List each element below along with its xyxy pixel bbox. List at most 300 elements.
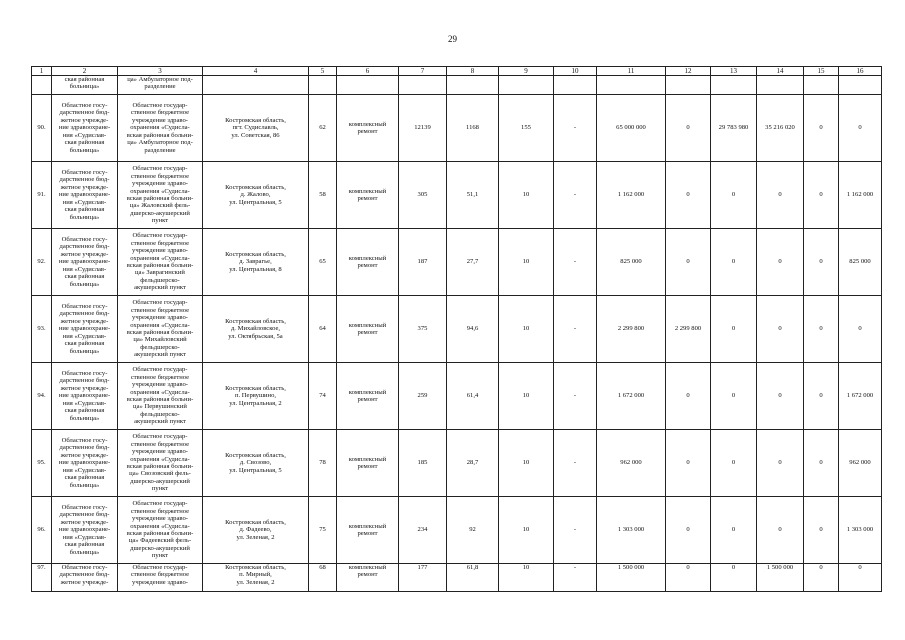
cell-customer <box>52 296 118 363</box>
cell-col-8 <box>447 229 499 296</box>
cell-col-13 <box>711 564 757 592</box>
cell-col-16 <box>839 363 882 430</box>
cell-col-12 <box>666 162 711 229</box>
cell-col-15 <box>804 430 839 497</box>
cell-empty <box>499 76 554 95</box>
cell-row-number <box>32 95 52 162</box>
cell-object <box>118 363 203 430</box>
cell-text: 185 <box>417 459 428 467</box>
cell-text: 78 <box>319 459 326 467</box>
cell-col-10 <box>554 229 597 296</box>
cell-total-cost <box>597 229 666 296</box>
column-number: 7 <box>399 67 447 76</box>
cell-col-13 <box>711 430 757 497</box>
cell-object <box>118 296 203 363</box>
cell-row-number <box>32 430 52 497</box>
cell-text: 29 783 980 <box>718 124 749 132</box>
column-number: 6 <box>337 67 399 76</box>
cell-text: 187 <box>417 258 428 266</box>
cell-row-number <box>32 229 52 296</box>
cell-empty <box>711 76 757 95</box>
cell-text: 62 <box>319 124 326 132</box>
cell-col-14 <box>757 296 804 363</box>
cell-text: 0 <box>686 191 690 199</box>
cell-text: 28,7 <box>466 459 479 467</box>
cell-col-14 <box>757 430 804 497</box>
cell-text: комплексный ремонт <box>348 187 387 202</box>
cell-col-5 <box>309 497 337 564</box>
column-number: 10 <box>554 67 597 76</box>
cell-customer <box>52 162 118 229</box>
cell-text: 0 <box>731 258 736 266</box>
cell-col-10 <box>554 430 597 497</box>
table-row <box>32 162 882 229</box>
cell-col-15 <box>804 363 839 430</box>
cell-text: 10 <box>522 526 530 534</box>
cell-text: комплексный ремонт <box>348 254 387 269</box>
cell-address <box>203 430 309 497</box>
cell-row-number <box>32 497 52 564</box>
cell-text: 0 <box>731 325 736 333</box>
cell-address <box>203 363 309 430</box>
cell-text: 305 <box>417 191 428 199</box>
cell-text: Областное госу- дарственное бюд- жетное учрежде- ние здравоохране- ния «Судислав- ская районная больница» <box>58 236 111 288</box>
cell-text: комплексный ремонт <box>348 455 387 470</box>
cell-col-7 <box>399 162 447 229</box>
cell-text: ца» Амбулаторное под- разделение <box>127 76 193 91</box>
cell-address <box>203 497 309 564</box>
cell-col-15 <box>804 229 839 296</box>
cell-col-5 <box>309 564 337 592</box>
cell-col-7 <box>399 430 447 497</box>
cell-text: комплексный ремонт <box>348 321 387 336</box>
cell-total-cost <box>597 430 666 497</box>
cell-text: 1 500 000 <box>766 564 794 571</box>
cell-text: 10 <box>522 258 530 266</box>
cell-text: 0 <box>819 459 823 467</box>
cell-empty <box>447 76 499 95</box>
column-number: 4 <box>203 67 309 76</box>
cell-text: 1 672 000 <box>617 392 645 400</box>
table-row <box>32 497 882 564</box>
cell-work-type <box>337 296 399 363</box>
cell-col-14 <box>757 564 804 592</box>
cell-col-14 <box>757 363 804 430</box>
cell-col-16 <box>839 564 882 592</box>
cell-text: 0 <box>686 258 690 266</box>
cell-text: 2 299 800 <box>674 325 702 333</box>
cell-col-7 <box>399 497 447 564</box>
cell-text: 0 <box>778 459 782 467</box>
cell-text: 94,6 <box>466 325 479 333</box>
cell-text: 74 <box>319 392 326 400</box>
cell-text: 94. <box>37 392 46 400</box>
cell-col-10 <box>554 296 597 363</box>
cell-col-8 <box>447 497 499 564</box>
cell-work-type <box>337 430 399 497</box>
cell-col-8 <box>447 363 499 430</box>
column-number: 13 <box>711 67 757 76</box>
cell-text: 234 <box>417 526 428 534</box>
cell-text: 58 <box>319 191 326 199</box>
cell-col-15 <box>804 95 839 162</box>
cell-col-16 <box>839 162 882 229</box>
cell-col-9 <box>499 229 554 296</box>
cell-text: Областное госу- дарственное бюд- жетное учрежде- ние здравоохране- ния «Судислав- ская районная больница» <box>58 303 111 355</box>
cell-address <box>203 564 309 592</box>
cell-col-12 <box>666 497 711 564</box>
cell-text: 0 <box>686 392 690 400</box>
cell-text: 91. <box>37 191 46 199</box>
cell-address <box>203 229 309 296</box>
cell-text: Костромская область, д. Свозово, ул. Центральная, 5 <box>225 451 286 474</box>
cell-text: Костромская область, п. Мирный, ул. Зеленая, 2 <box>225 564 286 586</box>
cell-work-type <box>337 229 399 296</box>
cell-object <box>118 430 203 497</box>
cell-col-13 <box>711 497 757 564</box>
cell-customer <box>52 564 118 592</box>
cell-text: Областное государ- ственное бюджетное учреждение здраво- охранения «Судисла- вская районная больни- ца» Первушинский фельдшерско- акушерский пункт <box>126 366 194 426</box>
cell-text: 95. <box>37 459 46 467</box>
cell-customer <box>52 95 118 162</box>
cell-text: 1 303 000 <box>846 526 874 534</box>
cell-text: - <box>573 564 577 571</box>
cell-text: 0 <box>819 526 823 534</box>
cell-col-5 <box>309 229 337 296</box>
cell-col-12 <box>666 564 711 592</box>
table-body <box>32 67 882 592</box>
cell-text: 825 000 <box>620 258 642 266</box>
cell-col-5 <box>309 95 337 162</box>
cell-text: 97. <box>37 564 46 571</box>
cell-col-10 <box>554 564 597 592</box>
cell-col-12 <box>666 363 711 430</box>
cell-col-5 <box>309 363 337 430</box>
cell-text: Костромская область, д. Фадеево, ул. Зеленая, 2 <box>225 518 286 541</box>
cell-text: Областное госу- дарственное бюд- жетное учрежде- ние здравоохране- ния «Судислав- ская районная больница» <box>58 102 111 154</box>
cell-text: 259 <box>417 392 428 400</box>
cell-row-number <box>32 162 52 229</box>
cell-total-cost <box>597 564 666 592</box>
cell-text: 1 162 000 <box>846 191 874 199</box>
cell-work-type <box>337 497 399 564</box>
cell-text: 0 <box>731 392 736 400</box>
cell-empty <box>399 76 447 95</box>
cell-text: 177 <box>417 564 428 571</box>
cell-col-16 <box>839 229 882 296</box>
cell-col-13 <box>711 162 757 229</box>
cell-text: комплексный ремонт <box>348 522 387 537</box>
table-row <box>32 363 882 430</box>
cell-text: комплексный ремонт <box>348 564 387 579</box>
cell-col-9 <box>499 95 554 162</box>
cell-text: 65 000 000 <box>616 124 646 132</box>
cell-col-8 <box>447 95 499 162</box>
cell-empty <box>203 76 309 95</box>
cell-text: ская районная больница» <box>64 76 105 91</box>
cell-text: Областное государ- ственное бюджетное учреждение здраво- охранения «Судисла- вская районная больни- ца» Заврагинский фельдшерско- акушерский пункт <box>126 232 194 292</box>
cell-text: Костромская область, д. Михайловское, ул. Октябрьская, 5а <box>225 317 286 340</box>
cell-col-15 <box>804 162 839 229</box>
cell-col-7 <box>399 229 447 296</box>
cell-col-7 <box>399 296 447 363</box>
cell-text: 0 <box>778 191 782 199</box>
column-number: 1 <box>32 67 52 76</box>
cell-customer <box>52 497 118 564</box>
cell-text: 2 299 800 <box>617 325 645 333</box>
cell-text: 1 162 000 <box>617 191 645 199</box>
cell-text: 0 <box>858 564 862 571</box>
cell-col-13 <box>711 296 757 363</box>
cell-text: - <box>573 526 577 534</box>
cell-customer <box>52 430 118 497</box>
cell-text: 0 <box>819 258 823 266</box>
cell-col-12 <box>666 296 711 363</box>
cell-col-12 <box>666 229 711 296</box>
column-number: 3 <box>118 67 203 76</box>
cell-text: 10 <box>522 564 530 571</box>
cell-total-cost <box>597 363 666 430</box>
cell-text: - <box>573 459 577 467</box>
cell-text: 10 <box>522 392 530 400</box>
cell-text: 92. <box>37 258 46 266</box>
cell-text: 0 <box>858 325 862 333</box>
cell-col-9 <box>499 430 554 497</box>
cell-col-15 <box>804 564 839 592</box>
cell-col-13 <box>711 95 757 162</box>
cell-col-16 <box>839 296 882 363</box>
cell-text: 96. <box>37 526 46 534</box>
table-row <box>32 95 882 162</box>
cell-text: Костромская область, пгт. Судиславль, ул. Советская, 86 <box>225 116 286 139</box>
cell-text: - <box>573 325 577 333</box>
cell-text: 61,4 <box>466 392 479 400</box>
cell-col-12 <box>666 95 711 162</box>
column-number: 5 <box>309 67 337 76</box>
cell-text: 0 <box>686 564 690 571</box>
cell-empty <box>337 76 399 95</box>
cell-col-9 <box>499 162 554 229</box>
cell-text: 27,7 <box>466 258 479 266</box>
column-number: 14 <box>757 67 804 76</box>
cell-empty <box>839 76 882 95</box>
cell-work-type <box>337 162 399 229</box>
cell-work-type <box>337 95 399 162</box>
cell-text: комплексный ремонт <box>348 388 387 403</box>
cell-text: 65 <box>319 258 326 266</box>
cell-text: - <box>573 258 577 266</box>
cell-text: 92 <box>469 526 476 534</box>
cell-text: 375 <box>417 325 428 333</box>
page-number: 29 <box>448 34 457 44</box>
cell-text: 0 <box>778 526 782 534</box>
cell-text: - <box>573 191 577 199</box>
cell-text: 1 303 000 <box>617 526 645 534</box>
cell-text: Костромская область, д. Заврагье, ул. Центральная, 8 <box>225 250 286 273</box>
table-row <box>32 229 882 296</box>
cell-col-7 <box>399 95 447 162</box>
cell-text: 1 672 000 <box>846 392 874 400</box>
cell-empty <box>666 76 711 95</box>
cell-text: 0 <box>819 325 823 333</box>
cell-text: 12139 <box>414 124 431 132</box>
cell-object <box>118 497 203 564</box>
cell-col-7 <box>399 564 447 592</box>
column-number-row <box>32 67 882 76</box>
cell-empty <box>597 76 666 95</box>
cell-customer <box>52 363 118 430</box>
cell-text: - <box>573 124 577 132</box>
cell-col-13 <box>711 363 757 430</box>
column-number: 2 <box>52 67 118 76</box>
cell-col-14 <box>757 229 804 296</box>
cell-text: 0 <box>731 191 736 199</box>
cell-text: 962 000 <box>620 459 642 467</box>
cell-total-cost <box>597 497 666 564</box>
cell-address <box>203 296 309 363</box>
cell-text: Областное государ- ственное бюджетное учреждение здраво- охранения «Судисла- вская районная больни- ца» Амбулаторное под- разделение <box>126 102 194 154</box>
cell-text: 64 <box>319 325 326 333</box>
cell-col-8 <box>447 296 499 363</box>
cell-text: 51,1 <box>466 191 479 199</box>
cell-col-12 <box>666 430 711 497</box>
cell-text: 1 500 000 <box>617 564 645 571</box>
cell-text: Областное госу- дарственное бюд- жетное учрежде- ние здравоохране- ния «Судислав- ская районная больница» <box>58 504 111 556</box>
cell-col-15 <box>804 497 839 564</box>
cell-text: 35 216 020 <box>765 124 795 132</box>
cell-text: 0 <box>778 325 782 333</box>
cell-empty <box>804 76 839 95</box>
cell-total-cost <box>597 162 666 229</box>
cell-text: 93. <box>37 325 46 333</box>
cell-text: 825 000 <box>849 258 871 266</box>
cell-text: 61,8 <box>466 564 479 571</box>
cell-text: Областное государ- ственное бюджетное учреждение здраво- <box>130 564 190 586</box>
cell-text: 0 <box>819 392 823 400</box>
cell-text: 0 <box>731 459 736 467</box>
cell-work-type <box>337 564 399 592</box>
column-number: 8 <box>447 67 499 76</box>
cell-empty <box>757 76 804 95</box>
cell-text: 0 <box>778 258 782 266</box>
cell-text: 155 <box>521 124 531 132</box>
cell-object <box>118 229 203 296</box>
cell-empty <box>554 76 597 95</box>
cell-col-10 <box>554 162 597 229</box>
cell-row-number <box>32 363 52 430</box>
cell-col-16 <box>839 430 882 497</box>
column-number: 16 <box>839 67 882 76</box>
cell-row-number <box>32 564 52 592</box>
cell-col-8 <box>447 564 499 592</box>
cell-text: 10 <box>522 191 530 199</box>
repair-schedule-table <box>31 66 882 592</box>
cell-work-type <box>337 363 399 430</box>
cell-customer <box>52 76 118 95</box>
cell-text: 1168 <box>466 124 479 132</box>
cell-col-10 <box>554 95 597 162</box>
cell-text: 0 <box>858 124 862 132</box>
column-number: 11 <box>597 67 666 76</box>
cell-text: - <box>573 392 577 400</box>
cell-address <box>203 162 309 229</box>
cell-col-7 <box>399 363 447 430</box>
cell-text: 0 <box>686 459 690 467</box>
cell-text: 962 000 <box>849 459 871 467</box>
cell-col-14 <box>757 497 804 564</box>
cell-text: Областное госу- дарственное бюд- жетное учрежде- ние здравоохране- ния «Судислав- ская районная больница» <box>58 169 111 221</box>
cell-empty <box>309 76 337 95</box>
cell-text: 75 <box>319 526 326 534</box>
cell-text: 10 <box>522 325 530 333</box>
cell-text: 0 <box>686 124 690 132</box>
cell-text: Областное государ- ственное бюджетное учреждение здраво- охранения «Судисла- вская районная больни- ца» Жаловский фель- дшерско-акушерский пункт <box>126 165 194 225</box>
cell-text: Областное государ- ственное бюджетное учреждение здраво- охранения «Судисла- вская районная больни- ца» Фадеевский фель- дшерско-акушерский пункт <box>126 500 194 560</box>
cell-col-14 <box>757 162 804 229</box>
cell-col-10 <box>554 363 597 430</box>
cell-col-9 <box>499 296 554 363</box>
cell-col-16 <box>839 497 882 564</box>
cell-text: 0 <box>819 191 823 199</box>
cell-total-cost <box>597 95 666 162</box>
cell-text: Костромская область, д. Жалово, ул. Центральная, 5 <box>225 183 286 206</box>
cell-text: Областное государ- ственное бюджетное учреждение здраво- охранения «Судисла- вская районная больни- ца» Михайловский фельдшерско- акушерский пункт <box>126 299 194 359</box>
cell-text: Областное государ- ственное бюджетное учреждение здраво- охранения «Судисла- вская районная больни- ца» Свозовский фель- дшерско-акушерский пункт <box>126 433 194 493</box>
cell-row-number <box>32 296 52 363</box>
cell-col-8 <box>447 430 499 497</box>
cell-text: 0 <box>819 124 823 132</box>
table-row <box>32 296 882 363</box>
cell-customer <box>52 229 118 296</box>
column-number: 12 <box>666 67 711 76</box>
cell-text: комплексный ремонт <box>348 120 387 135</box>
cell-col-16 <box>839 95 882 162</box>
cell-col-14 <box>757 95 804 162</box>
cell-text: Областное госу- дарственное бюд- жетное учрежде- <box>59 564 110 586</box>
cell-col-10 <box>554 497 597 564</box>
cell-empty <box>32 76 52 95</box>
cell-text: 68 <box>319 564 326 571</box>
cell-col-9 <box>499 497 554 564</box>
cell-text: 0 <box>819 564 823 571</box>
cell-col-9 <box>499 363 554 430</box>
table-row <box>32 564 882 592</box>
cell-text: 90. <box>37 124 46 132</box>
cell-object <box>118 162 203 229</box>
cell-col-8 <box>447 162 499 229</box>
cell-object <box>118 76 203 95</box>
cell-address <box>203 95 309 162</box>
cell-text: 10 <box>522 459 530 467</box>
column-number: 9 <box>499 67 554 76</box>
cell-col-9 <box>499 564 554 592</box>
cell-text: Костромская область, п. Первушино, ул. Центральная, 2 <box>225 384 286 407</box>
cell-col-5 <box>309 162 337 229</box>
table-row <box>32 430 882 497</box>
cell-text: Областное госу- дарственное бюд- жетное учрежде- ние здравоохране- ния «Судислав- ская районная больница» <box>58 437 111 489</box>
cell-text: 0 <box>686 526 690 534</box>
continuation-row <box>32 76 882 95</box>
cell-total-cost <box>597 296 666 363</box>
cell-text: 0 <box>731 564 736 571</box>
cell-object <box>118 95 203 162</box>
cell-object <box>118 564 203 592</box>
cell-col-13 <box>711 229 757 296</box>
column-number: 15 <box>804 67 839 76</box>
cell-col-5 <box>309 296 337 363</box>
cell-col-15 <box>804 296 839 363</box>
cell-text: Областное госу- дарственное бюд- жетное учрежде- ние здравоохране- ния «Судислав- ская районная больница» <box>58 370 111 422</box>
